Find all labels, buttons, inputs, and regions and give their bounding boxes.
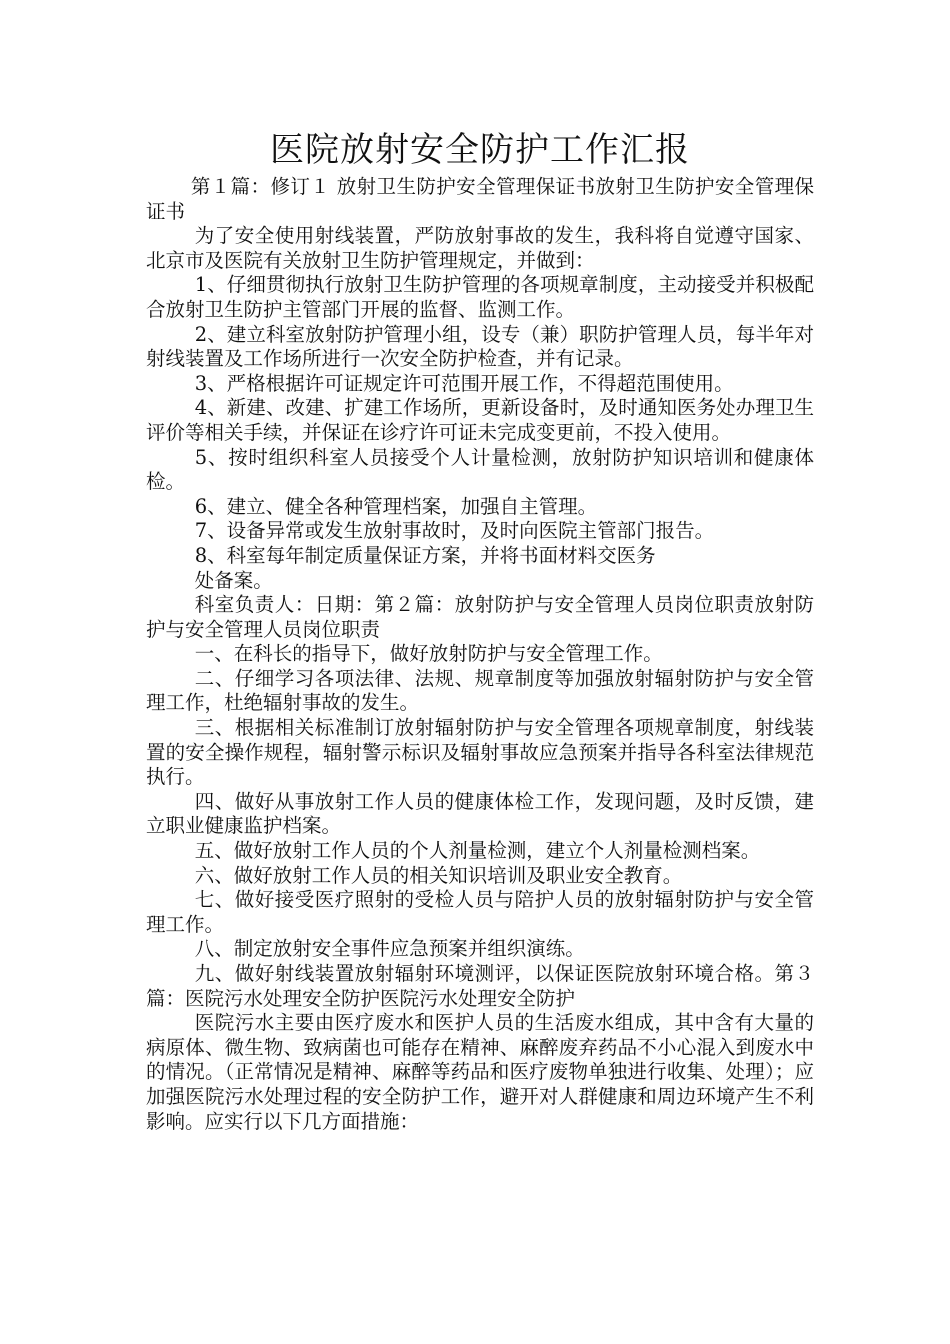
paragraph-wastewater: 医院污水主要由医疗废水和医护人员的生活废水组成，其中含有大量的病原体、微生物、致病菌也可能存在精神、麻醉废弃药品不小心混入到废水中的情况。（正常情况是精神、麻醉等药品和医疗废物单独进行收集、处理）；应加强医院污水处理过程的安全防护工作，避开对人群健康和周边环境产生不利影响。应实行以下几方面措施： <box>146 1011 814 1133</box>
paragraph-duty-3: 三、根据相关标准制订放射辐射防护与安全管理各项规章制度，射线装置的安全操作规程，辐射警示标识及辐射事故应急预案并指导各科室法律规范执行。 <box>146 716 814 789</box>
paragraph-part2-heading: 科室负责人：日期：第２篇：放射防护与安全管理人员岗位职责放射防护与安全管理人员岗位职责 <box>146 593 814 641</box>
paragraph-item-2: 2、建立科室放射防护管理小组，设专（兼）职防护管理人员，每半年对射线装置及工作场所进行一次安全防护检查，并有记录。 <box>146 322 814 371</box>
paragraph-duty-1: 一、在科长的指导下，做好放射防护与安全管理工作。 <box>194 642 663 666</box>
document-title: 医院放射安全防护工作汇报 <box>270 130 690 170</box>
document-page <box>146 126 814 1134</box>
paragraph-item-3: 3、严格根据许可证规定许可范围开展工作，不得超范围使用。 <box>194 371 734 395</box>
paragraph-duty-6: 六、做好放射工作人员的相关知识培训及职业安全教育。 <box>194 863 683 887</box>
paragraph-item-8-continued: 处备案。 <box>194 568 273 592</box>
paragraph-intro: 为了安全使用射线装置，严防放射事故的发生，我科将自觉遵守国家、北京市及医院有关放射卫生防护管理规定，并做到： <box>146 224 814 272</box>
paragraph-part1-heading: 第１篇：修订１ 放射卫生防护安全管理保证书放射卫生防护安全管理保证书 <box>146 175 814 223</box>
paragraph-item-6: 6、建立、健全各种管理档案，加强自主管理。 <box>194 494 598 518</box>
paragraph-item-1: 1、仔细贯彻执行放射卫生防护管理的各项规章制度，主动接受并积极配合放射卫生防护主管部门开展的监督、监测工作。 <box>146 273 814 321</box>
paragraph-duty-7: 七、做好接受医疗照射的受检人员与陪护人员的放射辐射防护与安全管理工作。 <box>146 888 814 936</box>
paragraph-duty-4: 四、做好从事放射工作人员的健康体检工作，发现问题，及时反馈，建立职业健康监护档案。 <box>146 789 814 838</box>
paragraph-item-4: 4、新建、改建、扩建工作场所，更新设备时，及时通知医务处办理卫生评价等相关手续，并保证在诊疗许可证未完成变更前，不投入使用。 <box>146 396 814 444</box>
paragraph-item-5: 5、按时组织科室人员接受个人计量检测，放射防护知识培训和健康体检。 <box>146 445 814 494</box>
paragraph-item-7: 7、设备异常或发生放射事故时，及时向医院主管部门报告。 <box>194 519 715 543</box>
paragraph-duty-8: 八、制定放射安全事件应急预案并组织演练。 <box>194 937 585 961</box>
paragraph-duty-5: 五、做好放射工作人员的个人剂量检测，建立个人剂量检测档案。 <box>194 839 761 863</box>
paragraph-duty-2: 二、仔细学习各项法律、法规、规章制度等加强放射辐射防护与安全管理工作，杜绝辐射事故的发生。 <box>146 666 814 715</box>
paragraph-item-8: 8、科室每年制定质量保证方案，并将书面材料交医务 <box>194 543 656 567</box>
paragraph-duty-9-and-part3-heading: 九、做好射线装置放射辐射环境测评，以保证医院放射环境合格。第３篇：医院污水处理安全防护医院污水处理安全防护 <box>146 962 814 1010</box>
